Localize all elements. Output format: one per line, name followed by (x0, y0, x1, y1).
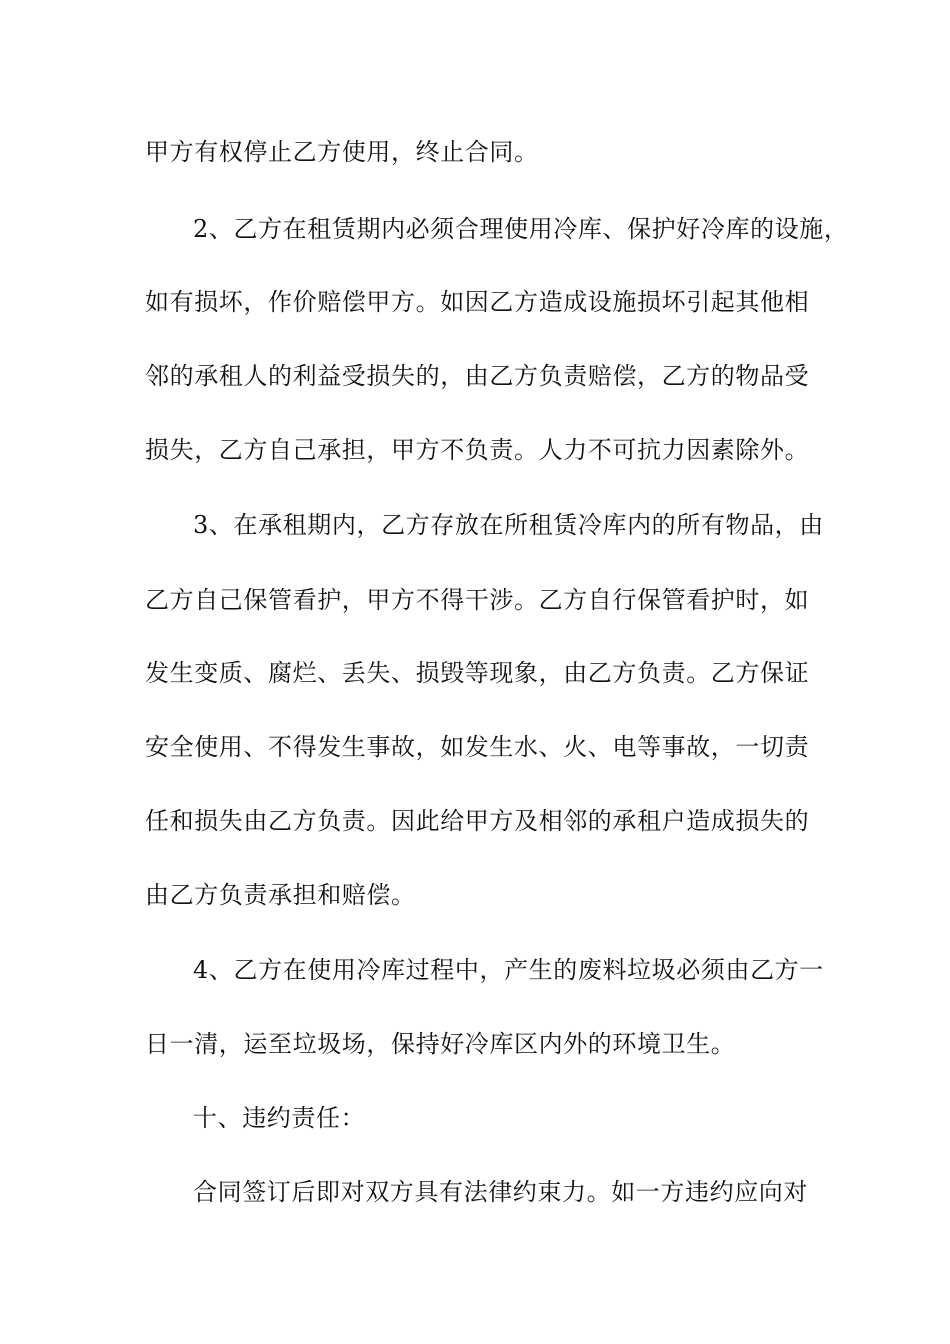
section-heading: 十、违约责任： (193, 1104, 366, 1132)
text-line: 发生变质、腐烂、丢失、损毁等现象，由乙方负责。乙方保证 (145, 659, 810, 687)
text-line: 甲方有权停止乙方使用，终止合同。 (145, 138, 539, 166)
text-line: 如有损坏，作价赔偿甲方。如因乙方造成设施损坏引起其他相 (145, 288, 810, 316)
text-line: 邻的承租人的利益受损失的，由乙方负责赔偿，乙方的物品受 (145, 362, 810, 390)
text-line: 由乙方负责承担和赔偿。 (145, 881, 416, 909)
text-line: 损失，乙方自己承担，甲方不负责。人力不可抗力因素除外。 (145, 436, 810, 464)
text-line: 安全使用、不得发生事故，如发生水、火、电等事故，一切责 (145, 733, 810, 761)
text-line: 合同签订后即对双方具有法律约束力。如一方违约应向对 (193, 1178, 808, 1206)
text-line: 任和损失由乙方负责。因此给甲方及相邻的承租户造成损失的 (145, 807, 810, 835)
text-line: 3、在承租期内，乙方存放在所租赁冷库内的所有物品，由 (193, 511, 824, 539)
text-line: 乙方自己保管看护，甲方不得干涉。乙方自行保管看护时，如 (145, 586, 810, 614)
text-line: 4、乙方在使用冷库过程中，产生的废料垃圾必须由乙方一 (193, 956, 824, 984)
text-line: 2、乙方在租赁期内必须合理使用冷库、保护好冷库的设施， (193, 215, 849, 243)
text-line: 日一清，运至垃圾场，保持好冷库区内外的环境卫生。 (145, 1030, 736, 1058)
